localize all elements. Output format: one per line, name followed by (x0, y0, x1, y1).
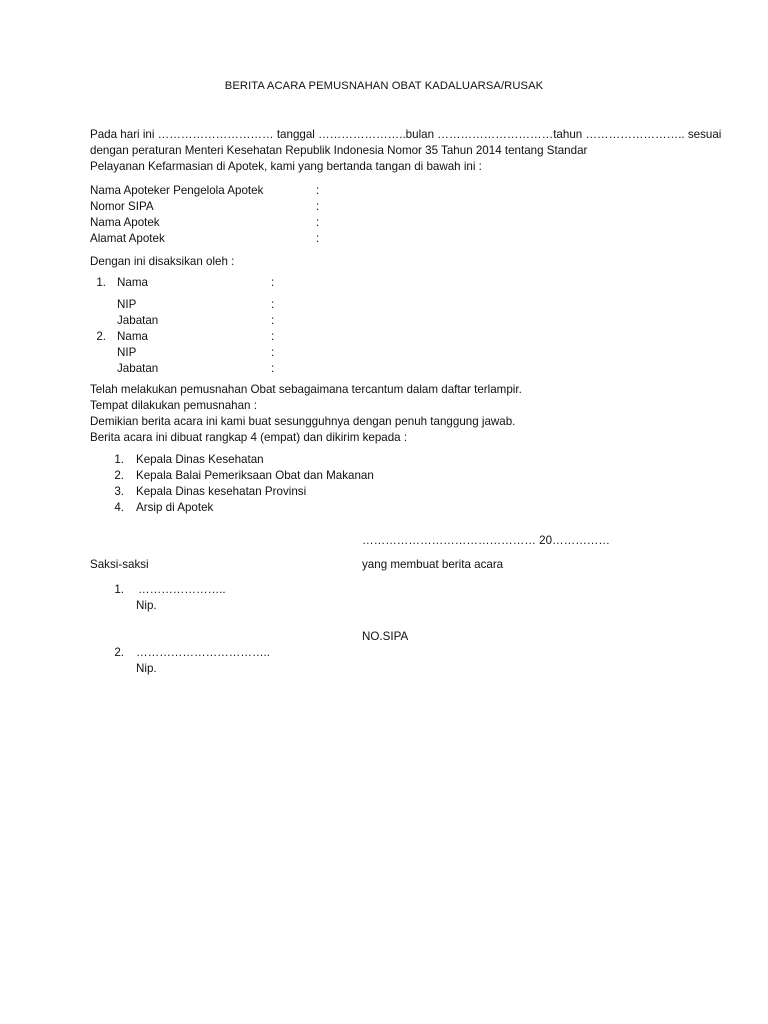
witness-colon: : (271, 346, 275, 359)
body-line-1: Telah melakukan pemusnahan Obat sebagaimana tercantum dalam daftar terlampir. (90, 383, 522, 396)
witness-colon: : (271, 314, 275, 327)
field-label-alamat: Alamat Apotek (90, 232, 165, 245)
saksi-name-dots: …………………………….. (136, 646, 270, 659)
intro-line-3: Pelayanan Kefarmasian di Apotek, kami yang bertanda tangan di bawah ini : (90, 160, 482, 173)
recipient-item: Kepala Balai Pemeriksaan Obat dan Makanan (136, 469, 374, 482)
intro-line-2: dengan peraturan Menteri Kesehatan Republik Indonesia Nomor 35 Tahun 2014 tentang Standar (90, 144, 588, 157)
recipient-number: 1. (114, 453, 124, 466)
saksi-label: Saksi-saksi (90, 558, 149, 571)
field-colon: : (316, 232, 320, 245)
recipient-number: 2. (114, 469, 124, 482)
witness-jabatan-label: Jabatan (117, 314, 159, 327)
field-colon: : (316, 216, 320, 229)
body-line-3: Demikian berita acara ini kami buat sesungguhnya dengan penuh tanggung jawab. (90, 415, 516, 428)
body-line-4: Berita acara ini dibuat rangkap 4 (empat) dan dikirim kepada : (90, 431, 408, 444)
saksi-nip-label: Nip. (136, 662, 157, 675)
witness-nip-label: NIP (117, 298, 137, 311)
saksi-nip-label: Nip. (136, 599, 157, 612)
signature-date-line: ……………………………………… 20…………… (362, 534, 610, 547)
witness-colon: : (271, 330, 275, 343)
witness-nip-label: NIP (117, 346, 137, 359)
witness-intro: Dengan ini disaksikan oleh : (90, 255, 235, 268)
document-title: BERITA ACARA PEMUSNAHAN OBAT KADALUARSA/RUSAK (224, 80, 544, 92)
witness-nama-label: Nama (117, 330, 148, 343)
recipient-item: Kepala Dinas Kesehatan (136, 453, 264, 466)
witness-jabatan-label: Jabatan (117, 362, 159, 375)
sipa-label: NO.SIPA (362, 630, 409, 643)
field-colon: : (316, 200, 320, 213)
field-colon: : (316, 184, 320, 197)
witness-colon: : (271, 298, 275, 311)
saksi-name-dots: ………………….. (138, 583, 226, 596)
witness-colon: : (271, 276, 275, 289)
maker-label: yang membuat berita acara (362, 558, 504, 571)
intro-line-1: Pada hari ini ………………………… tanggal …………………..bulan …………………………tahun …………………….. sesuai (90, 128, 722, 141)
recipient-number: 4. (114, 501, 124, 514)
recipient-item: Arsip di Apotek (136, 501, 214, 514)
field-label-nama-apotek: Nama Apotek (90, 216, 160, 229)
witness-colon: : (271, 362, 275, 375)
field-label-apoteker: Nama Apoteker Pengelola Apotek (90, 184, 264, 197)
saksi-number: 1. (114, 583, 124, 596)
field-label-sipa: Nomor SIPA (90, 200, 154, 213)
witness-nama-label: Nama (117, 276, 148, 289)
recipient-number: 3. (114, 485, 124, 498)
body-line-2: Tempat dilakukan pemusnahan : (90, 399, 257, 412)
witness-number: 1. (96, 276, 106, 289)
recipient-item: Kepala Dinas kesehatan Provinsi (136, 485, 307, 498)
witness-number: 2. (96, 330, 106, 343)
saksi-number: 2. (114, 646, 124, 659)
